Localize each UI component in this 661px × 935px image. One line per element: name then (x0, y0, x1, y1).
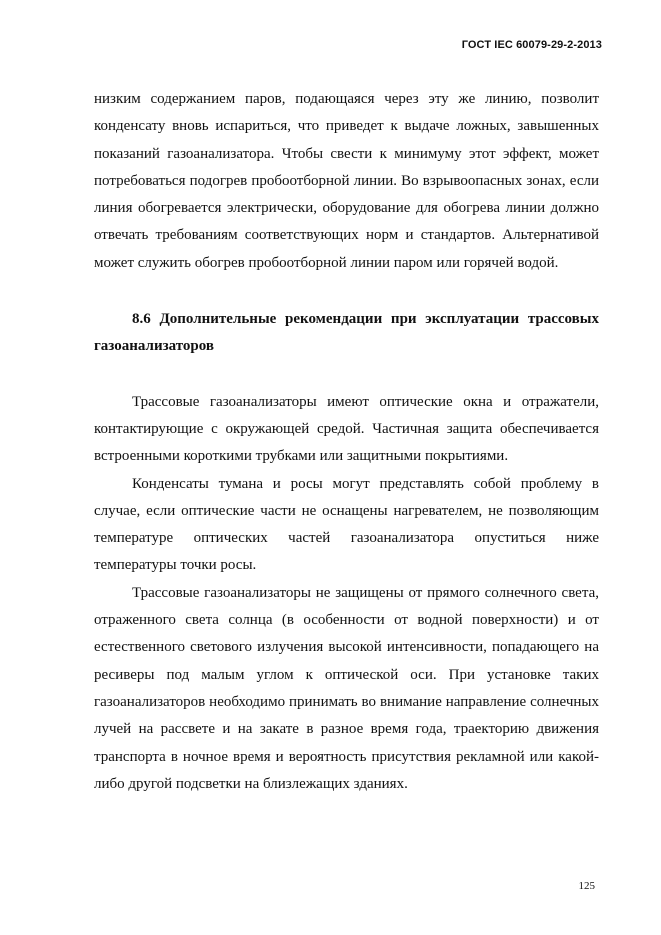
body-paragraph: Конденсаты тумана и росы могут представлять собой проблему в случае, если оптические части не оснащены нагревателем, не позволяющим температуре оптических частей газоанализатора опуститься ниже температуры точки росы. (94, 475, 599, 574)
body-paragraph: Трассовые газоанализаторы не защищены от прямого солнечного света, отраженного света солнца (в особенности от водной поверхности) и от естественного светового излучения высокой интенсивности, попадающего на ресиверы под малым углом к оптической оси. При установке таких газоанализаторов необходимо принимать во внимание направление солнечных лучей на рассвете и на закате в разное время года, траекторию движения транспорта в ночное время и вероятность присутствия рекламной или какой-либо другой подсветки на близлежащих зданиях. (94, 584, 599, 792)
standard-code-header: ГОСТ IEC 60079-29-2-2013 (461, 39, 602, 51)
page-number: 125 (578, 880, 595, 892)
section-title: 8.6 Дополнительные рекомендации при эксплуатации трассовых газоанализаторов (94, 311, 599, 355)
continuation-paragraph: низким содержанием паров, подающаяся через эту же линию, позволит конденсату вновь испариться, что приведет к выдаче ложных, завышенных показаний газоанализатора. Чтобы свести к минимуму этот эффект, может потребоваться подогрев пробоотборной линии. Во взрывоопасных зонах, если линия обогревается электрически, оборудование для обогрева линии должно отвечать требованиям соответствующих норм и стандартов. Альтернативой может служить обогрев пробоотборной линии паром или горячей водой. (94, 91, 599, 271)
page-body (94, 86, 599, 798)
body-paragraph: Трассовые газоанализаторы имеют оптические окна и отражатели, контактирующие с окружающей средой. Частичная защита обеспечивается встроенными короткими трубками или защитными покрытиями. (94, 393, 599, 465)
